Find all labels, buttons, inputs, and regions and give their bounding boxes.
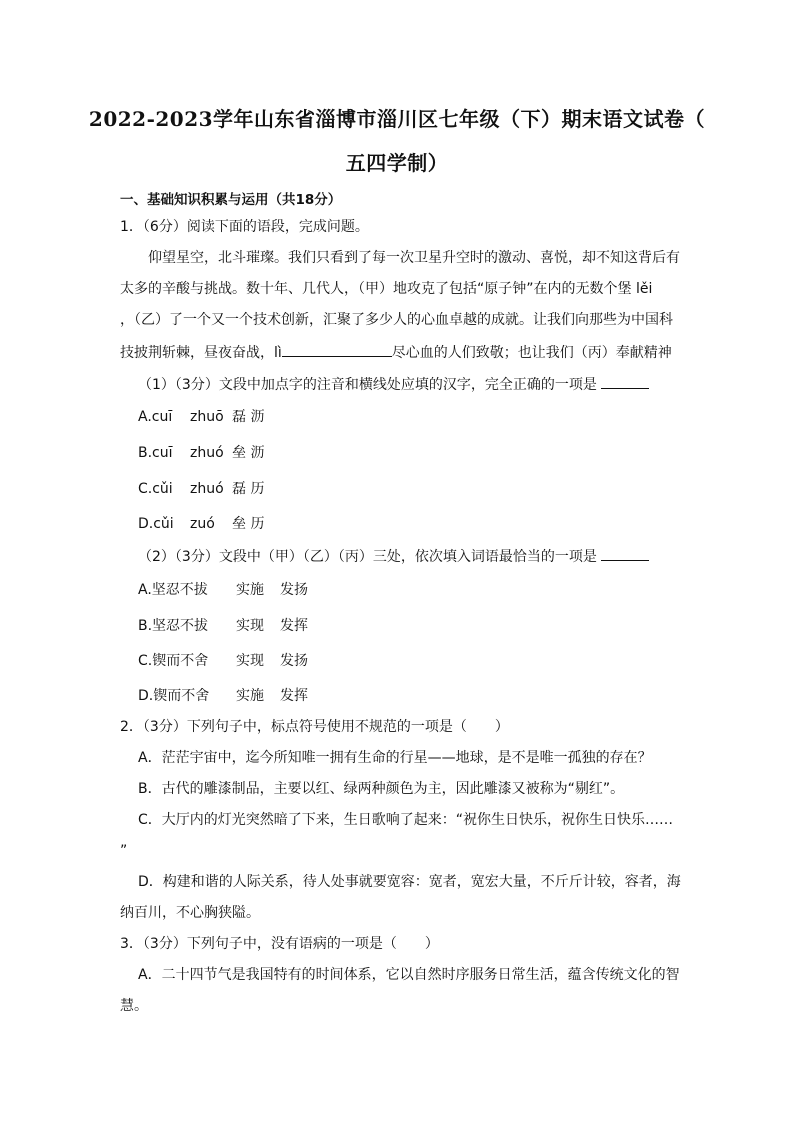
answer-blank: [601, 546, 649, 561]
exam-title-line2: 五四学制）: [345, 151, 449, 175]
answer-blank: [601, 374, 649, 389]
q1-stem: 1．（6分）阅读下面的语段，完成问题。: [120, 219, 369, 235]
q1-sub2-option-d: D.锲而不舍 实施 发挥: [138, 688, 308, 704]
exam-title-line1: 2022-2023学年山东省淄博市淄川区七年级（下）期末语文试卷（: [88, 107, 706, 131]
q1-sub2-option-c: C.锲而不舍 实现 发扬: [138, 653, 308, 669]
q2-stem: 2．（3分）下列句子中，标点符号使用不规范的一项是（ ）: [120, 719, 509, 735]
q2-option-d-cont: 纳百川，不心胸狭隘。: [120, 905, 260, 921]
q1-sub1-option-b: B.cuī zhuó 垒 沥: [138, 445, 265, 461]
q1-passage-line2: 太多的辛酸与挑战。数十年、几代人，（甲）地攻克了包括“原子钟”在内的无数个堡 lěi: [120, 281, 653, 297]
section-heading: 一、基础知识积累与运用（共18分）: [120, 192, 342, 208]
q1-passage-line4-end: 尽心血的人们致敬；也让我们（丙）奉献精神: [391, 345, 672, 361]
q1-sub2-option-b: B.坚忍不拔 实现 发挥: [138, 618, 308, 634]
q1-sub1-option-a: A.cuī zhuō 磊 沥: [138, 409, 265, 425]
q1-sub1-text: （1）（3分）文段中加点字的注音和横线处应填的汉字，完全正确的一项是: [138, 377, 597, 393]
q3-stem: 3．（3分）下列句子中，没有语病的一项是（ ）: [120, 936, 439, 952]
q1-sub1: [138, 374, 649, 394]
q3-option-a-cont: 慧。: [120, 998, 148, 1014]
q2-option-d: D．构建和谐的人际关系，待人处事就要宽容：宽者，宽宏大量，不斤斤计较，容者，海: [138, 874, 681, 890]
q2-option-b: B．古代的雕漆制品，主要以红、绿两种颜色为主，因此雕漆又被称为“剔红”。: [138, 781, 625, 797]
q1-passage-line3: ，（乙）了一个又一个技术创新，汇聚了多少人的心血卓越的成就。让我们向那些为中国科: [120, 312, 673, 328]
q1-sub2: [138, 546, 649, 566]
q1-sub1-option-d: D.cǔi zuó 垒 历: [138, 516, 265, 532]
q1-passage-line4-start: 技披荆斩棘，昼夜奋战，lì: [120, 345, 282, 361]
q1-sub1-option-c: C.cǔi zhuó 磊 历: [138, 481, 265, 497]
q3-option-a: A．二十四节气是我国特有的时间体系，它以自然时序服务日常生活，蕴含传统文化的智: [138, 967, 680, 983]
q1-passage-line4: [120, 342, 672, 362]
q1-sub2-text: （2）（3分）文段中（甲）（乙）（丙）三处，依次填入词语最恰当的一项是: [138, 549, 597, 565]
q2-option-a: A．茫茫宇宙中，迄今所知唯一拥有生命的行星——地球，是不是唯一孤独的存在？: [138, 750, 652, 766]
q2-option-c-cont: ”: [120, 843, 128, 859]
q1-passage-line1: 仰望星空，北斗璀璨。我们只看到了每一次卫星升空时的激动、喜悦，却不知这背后有: [148, 250, 680, 266]
q2-option-c: C．大厅内的灯光突然暗了下来，生日歌响了起来：“祝你生日快乐，祝你生日快乐……: [138, 812, 674, 828]
q1-sub2-option-a: A.坚忍不拔 实施 发扬: [138, 582, 308, 598]
fill-blank: [282, 342, 392, 357]
